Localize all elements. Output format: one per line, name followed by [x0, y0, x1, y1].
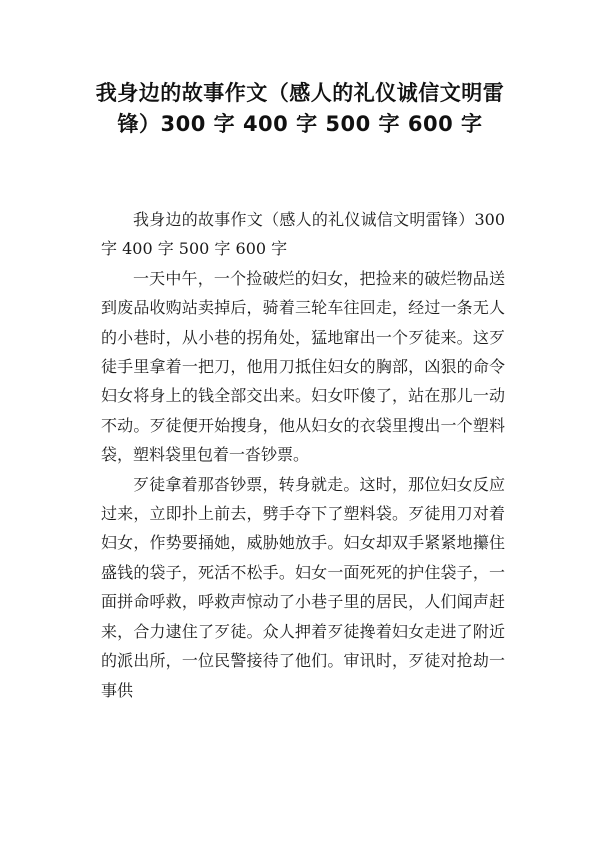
document-title: 我身边的故事作文（感人的礼仪诚信文明雷锋）300 字 400 字 500 字 600 字: [95, 81, 505, 136]
body-paragraph-heading: 我身边的故事作文（感人的礼仪诚信文明雷锋）300 字 400 字 500 字 600 字: [101, 210, 505, 259]
document-body: [101, 205, 505, 705]
body-paragraph: 一天中午，一个捡破烂的妇女，把捡来的破烂物品送到废品收购站卖掉后，骑着三轮车往回走，经过一条无人的小巷时，从小巷的拐角处，猛地窜出一个歹徒来。这歹徒手里拿着一把刀，他用刀抵住妇女的胸部，凶狠的命令妇女将身上的钱全部交出来。妇女吓傻了，站在那儿一动不动。歹徒便开始搜身，他从妇女的衣袋里搜出一个塑料袋，塑料袋里包着一沓钞票。: [101, 268, 505, 465]
body-paragraph: 歹徒拿着那沓钞票，转身就走。这时，那位妇女反应过来，立即扑上前去，劈手夺下了塑料袋。歹徒用刀对着妇女，作势要捅她，威胁她放手。妇女却双手紧紧地攥住盛钱的袋子，死活不松手。妇女一面死死的护住袋子，一面拼命呼救，呼救声惊动了小巷子里的居民，人们闻声赶来，合力逮住了歹徒。众人押着歹徒搀着妇女走进了附近的派出所，一位民警接待了他们。审讯时，歹徒对抢劫一事供: [101, 474, 505, 700]
